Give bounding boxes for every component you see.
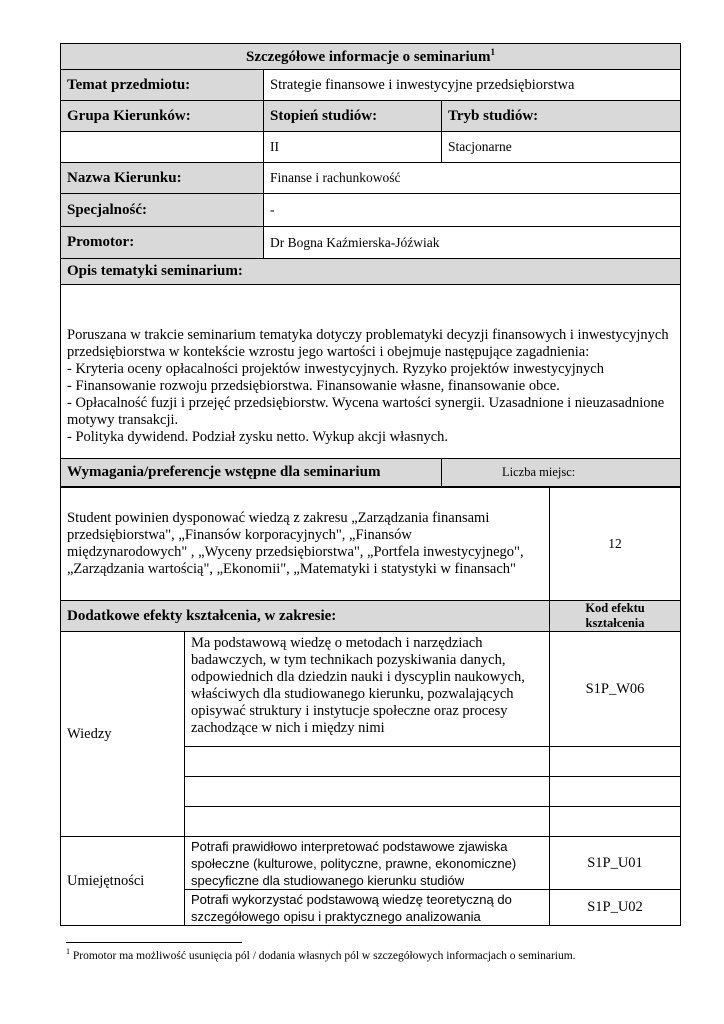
seminar-info-table <box>60 43 681 487</box>
wymagania-line: Student powinien dysponować wiedzą z zakresu „Zarządzania finansami <box>67 510 490 526</box>
wymagania-content <box>61 488 550 601</box>
wiedzy-line: odpowiednich dla dziedzin nauki i dyscyplin naukowych, <box>191 669 525 685</box>
wiedzy-line: opisywać struktury i instytucje społeczne oraz procesy <box>191 703 508 719</box>
opis-label: Opis tematyki seminarium: <box>61 259 681 285</box>
opis-line: Poruszana w trakcie seminarium tematyka dotyczy problematyki decyzji finansowych i inwestycyjnych <box>67 327 669 343</box>
liczba-miejsc-value: 12 <box>550 488 681 601</box>
wymagania-line: międzynarodowych" , „Wyceny przedsiębiorstwa", „Portfela inwestycyjnego", <box>67 544 524 560</box>
wiedzy-line: Ma podstawową wiedzę o metodach i narzędziach <box>191 635 483 651</box>
opis-line: - Polityka dywidend. Podział zysku netto. Wykup akcji własnych. <box>67 429 449 445</box>
umiej1-kod: S1P_U01 <box>550 837 681 890</box>
umiej2-line: szczegółowego opisu i praktycznego analizowania <box>191 908 481 924</box>
liczba-miejsc-label: Liczba miejsc: <box>442 459 681 487</box>
opis-line: - Kryteria oceny opłacalności projektów inwestycyjnych. Ryzyko projektów inwestycyjnych <box>67 361 604 377</box>
kod-efektu-label: Kod efektu kształcenia <box>550 601 681 632</box>
wymagania-line: „Zarządzania wartością", „Ekonomii", „Matematyki i statystyki w finansach" <box>67 561 516 577</box>
empty-cell <box>550 777 681 807</box>
umiej1-description <box>185 837 550 890</box>
umiej1-line: społeczne (kulturowe, polityczne, prawne, ekonomiczne) <box>191 855 517 871</box>
outcomes-table <box>60 487 681 926</box>
opis-line: przedsiębiorstwa w kontekście wzrostu jego wartości i obejmuje następujące zagadnienia: <box>67 344 590 360</box>
specjalnosc-value: - <box>264 194 681 227</box>
tryb-label: Tryb studiów: <box>442 101 681 132</box>
wiedzy-line: badawczych, w tym technikach pozyskiwania danych, <box>191 652 506 668</box>
kierunek-label: Nazwa Kierunku: <box>61 163 264 194</box>
specjalnosc-label: Specjalność: <box>61 194 264 227</box>
temat-value: Strategie finansowe i inwestycyjne przedsiębiorstwa <box>264 70 681 101</box>
umiejetnosci-label: Umiejętności <box>61 837 185 926</box>
wiedzy-description <box>185 632 550 747</box>
opis-content <box>61 285 681 459</box>
footnote-divider <box>66 942 242 943</box>
footnote: $^1$ Promotor ma możliwość usunięcia pól / dodania własnych pól w szczegółowych informacjach o seminarium. <box>66 947 576 962</box>
grupa-label: Grupa Kierunków: <box>61 101 264 132</box>
umiej2-line: Potrafi wykorzystać podstawową wiedzę teoretyczną do <box>191 891 512 907</box>
promotor-label: Promotor: <box>61 227 264 259</box>
promotor-value: Dr Bogna Kaźmierska-Jóźwiak <box>264 227 681 259</box>
empty-cell <box>185 777 550 807</box>
stopien-value: II <box>264 132 442 163</box>
empty-cell <box>550 747 681 777</box>
kierunek-value: Finanse i rachunkowość <box>264 163 681 194</box>
umiej2-description <box>185 890 550 926</box>
wiedzy-line: właściwych dla studiowanego kierunku, pozwalających <box>191 686 514 702</box>
opis-line: - Opłacalność fuzji i przejęć przedsiębiorstw. Wycena wartości synergii. Uzasadnione i nieuzasadnione <box>67 395 665 411</box>
tryb-value: Stacjonarne <box>442 132 681 163</box>
grupa-value <box>61 132 264 163</box>
opis-line: - Finansowanie rozwoju przedsiębiorstwa. Finansowanie własne, finansowanie obce. <box>67 378 560 394</box>
umiej1-line: Potrafi prawidłowo interpretować podstawowe zjawiska <box>191 838 508 854</box>
empty-cell <box>185 747 550 777</box>
wiedzy-line: zachodzące w nich i między nimi <box>191 720 385 736</box>
stopien-label: Stopień studiów: <box>264 101 442 132</box>
umiej2-kod: S1P_U02 <box>550 890 681 926</box>
wymagania-line: przedsiębiorstwa", „Finansów korporacyjnych", „Finansów <box>67 527 412 543</box>
wiedzy-label: Wiedzy <box>61 632 185 837</box>
empty-cell <box>185 807 550 837</box>
table-title: Szczegółowe informacje o seminarium$^1$ <box>61 44 681 70</box>
temat-label: Temat przedmiotu: <box>61 70 264 101</box>
empty-cell <box>550 807 681 837</box>
opis-line: motywy transakcji. <box>67 412 179 428</box>
wiedzy-kod: S1P_W06 <box>550 632 681 747</box>
efekty-label: Dodatkowe efekty kształcenia, w zakresie: <box>61 601 550 632</box>
umiej1-line: specyficzne dla studiowanego kierunku studiów <box>191 872 465 888</box>
wymagania-label: Wymagania/preferencje wstępne dla seminarium <box>61 459 442 487</box>
